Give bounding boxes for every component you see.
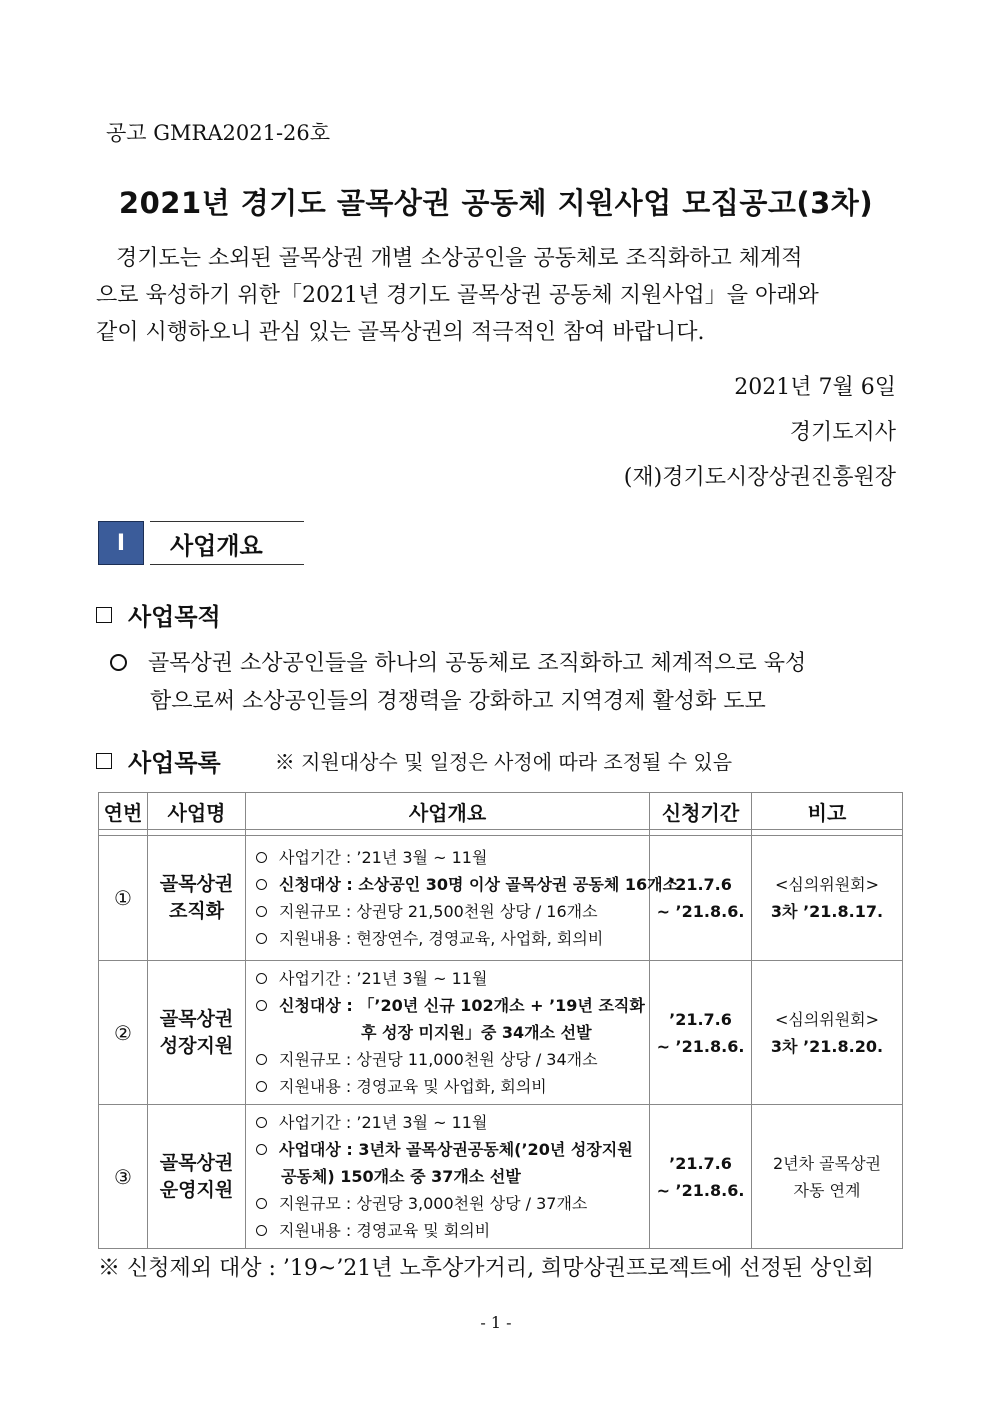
header-no: 연번 (99, 793, 148, 830)
row-name (148, 961, 246, 1105)
square-bullet-icon (96, 753, 112, 769)
remark-line: 자동 연계 (793, 1180, 861, 1200)
remark-line: 3차 ’21.8.20. (770, 1036, 884, 1056)
catalog-heading-text: 사업목록 (128, 749, 221, 777)
issuer-agency: (재)경기도시장상권진흥원장 (623, 465, 896, 490)
purpose-line: 함으로써 소상공인들의 경쟁력을 강화하고 지역경제 활성화 도모 (150, 689, 766, 714)
overview-line: 사업기간 : ’21년 3월 ~ 11월 (256, 1109, 643, 1136)
row-period (650, 961, 752, 1105)
circle-bullet-icon (256, 1081, 267, 1092)
row-period (650, 1105, 752, 1249)
row-name-line: 성장지원 (159, 1034, 234, 1057)
notice-number: 공고 GMRA2021-26호 (106, 121, 331, 145)
table-row (99, 1105, 903, 1249)
circle-bullet-icon (256, 1225, 267, 1236)
period-start: ’21.7.6 (669, 875, 732, 894)
circle-bullet-icon (110, 654, 127, 671)
row-name-line: 골목상권 (159, 873, 234, 895)
exclusion-footnote: ※ 신청제외 대상 : ’19~’21년 노후상가거리, 희망상권프로젝트에 선정된 상인회 (98, 1256, 874, 1281)
row-remark (752, 1105, 903, 1249)
document-title: 2021년 경기도 골목상권 공동체 지원사업 모집공고(3차) (118, 186, 874, 220)
row-no: ① (99, 836, 148, 961)
row-name-line: 운영지원 (159, 1178, 234, 1201)
header-remark: 비고 (752, 793, 903, 830)
section-title: 사업개요 (150, 521, 304, 565)
period-end: ~ ’21.8.6. (656, 1180, 745, 1200)
row-overview (246, 961, 650, 1105)
circle-bullet-icon (256, 1144, 267, 1155)
overview-line: 지원규모 : 상권당 21,500천원 상당 / 16개소 (256, 898, 643, 925)
circle-bullet-icon (256, 1054, 267, 1065)
intro-line: 으로 육성하기 위한「2021년 경기도 골목상권 공동체 지원사업」을 아래와 (96, 283, 819, 308)
catalog-note: ※ 지원대상수 및 일정은 사정에 따라 조정될 수 있음 (274, 750, 733, 774)
purpose-item (110, 645, 896, 721)
overview-line: 지원규모 : 상권당 11,000천원 상당 / 34개소 (256, 1046, 643, 1073)
header-overview: 사업개요 (246, 793, 650, 830)
table-row (99, 836, 903, 961)
catalog-heading (96, 743, 732, 778)
square-bullet-icon (96, 607, 112, 623)
circle-bullet-icon (256, 1000, 267, 1011)
overview-line-continued: 후 성장 미지원」중 34개소 선발 (361, 1023, 592, 1042)
overview-line: 지원내용 : 경영교육 및 사업화, 회의비 (256, 1073, 643, 1100)
circle-bullet-icon (256, 879, 267, 890)
circle-bullet-icon (256, 973, 267, 984)
page-number: - 1 - (480, 1313, 512, 1332)
period-end: ~ ’21.8.6. (656, 1036, 745, 1056)
circle-bullet-icon (256, 852, 267, 863)
remark-line: <심의위원회> (774, 1009, 880, 1029)
section-number: I (98, 521, 144, 565)
section-heading (98, 521, 304, 565)
remark-line: 2년차 골목상권 (772, 1153, 881, 1173)
overview-line: 지원내용 : 현장연수, 경영교육, 사업화, 회의비 (256, 925, 643, 952)
purpose-heading (96, 597, 221, 632)
intro-paragraph (96, 240, 896, 351)
header-name: 사업명 (148, 793, 246, 830)
remark-line: <심의위원회> (774, 875, 880, 894)
row-name-line: 골목상권 (159, 1151, 234, 1174)
remark-line: 3차 ’21.8.17. (770, 902, 884, 921)
period-start: ’21.7.6 (669, 1009, 732, 1029)
circle-bullet-icon (256, 906, 267, 917)
purpose-line: 골목상권 소상공인들을 하나의 공동체로 조직화하고 체계적으로 육성 (148, 651, 807, 676)
period-end: ~ ’21.8.6. (656, 902, 745, 921)
overview-line: 사업대상 : 3년차 골목상권공동체(’20년 성장지원 (256, 1136, 643, 1163)
overview-line: 사업기간 : ’21년 3월 ~ 11월 (256, 844, 643, 871)
period-start: ’21.7.6 (669, 1153, 732, 1173)
overview-line-continued: 공동체) 150개소 중 37개소 선발 (281, 1167, 521, 1186)
row-no: ② (99, 961, 148, 1105)
overview-line: 신청대상 : 소상공인 30명 이상 골목상권 공동체 16개소 (256, 871, 643, 898)
row-name-line: 골목상권 (159, 1007, 234, 1030)
overview-line: 지원규모 : 상권당 3,000천원 상당 / 37개소 (256, 1190, 643, 1217)
row-period (650, 836, 752, 961)
table-header-row (99, 793, 903, 830)
circle-bullet-icon (256, 1198, 267, 1209)
program-table (98, 792, 903, 1249)
table-row (99, 961, 903, 1105)
row-no: ③ (99, 1105, 148, 1249)
purpose-heading-text: 사업목적 (128, 603, 221, 631)
intro-line: 같이 시행하오니 관심 있는 골목상권의 적극적인 참여 바랍니다. (96, 320, 705, 345)
row-name (148, 836, 246, 961)
overview-line: 지원내용 : 경영교육 및 회의비 (256, 1217, 643, 1244)
row-remark (752, 961, 903, 1105)
circle-bullet-icon (256, 1117, 267, 1128)
issuer-governor: 경기도지사 (789, 420, 896, 445)
circle-bullet-icon (256, 933, 267, 944)
row-overview (246, 1105, 650, 1249)
notice-date: 2021년 7월 6일 (734, 375, 896, 400)
overview-line: 신청대상 : 「’20년 신규 102개소 + ’19년 조직화 (256, 992, 643, 1019)
row-name (148, 1105, 246, 1249)
overview-line: 사업기간 : ’21년 3월 ~ 11월 (256, 965, 643, 992)
row-name-line: 조직화 (168, 900, 225, 922)
header-period: 신청기간 (650, 793, 752, 830)
intro-line: 경기도는 소외된 골목상권 개별 소상공인을 공동체로 조직화하고 체계적 (116, 246, 803, 271)
signature-block (624, 365, 896, 500)
row-remark (752, 836, 903, 961)
row-overview (246, 836, 679, 961)
